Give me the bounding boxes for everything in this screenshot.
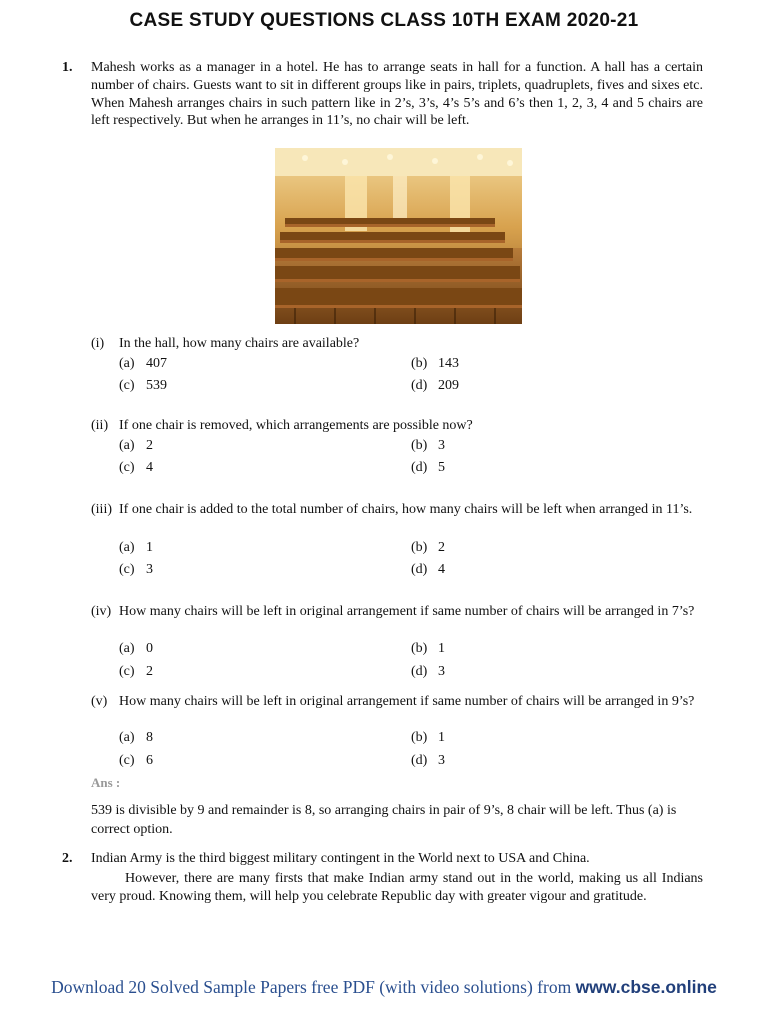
option-iv-a: (a) 0: [119, 641, 153, 656]
subquestion-text: If one chair is removed, which arrangements are possible now?: [119, 418, 473, 433]
subquestion-number: (ii): [91, 418, 109, 433]
subquestion-i: [91, 335, 703, 353]
option-v-a: (a) 8: [119, 730, 153, 745]
option-iii-a: (a) 1: [119, 540, 153, 555]
page-title: CASE STUDY QUESTIONS CLASS 10TH EXAM 2020-21: [129, 10, 639, 31]
option-i-a: (a) 407: [119, 356, 167, 371]
subquestion-number: (iv): [91, 604, 112, 619]
subquestion-text: If one chair is added to the total number of chairs, how many chairs will be left when arranged in 11’s.: [119, 502, 693, 517]
answer-text: 539 is divisible by 9 and remainder is 8, so arranging chairs in pair of 9’s, 8 chair will be left. Thus (a) is correct option.: [91, 803, 677, 837]
option-ii-b: (b) 3: [411, 438, 445, 453]
option-v-c: (c) 6: [119, 753, 153, 768]
option-i-d: (d) 209: [411, 378, 459, 393]
option-i-c: (c) 539: [119, 378, 167, 393]
option-iii-c: (c) 3: [119, 562, 153, 577]
subquestion-iv: [91, 603, 703, 621]
option-iv-d: (d) 3: [411, 664, 445, 679]
footer-site-link[interactable]: www.cbse.online: [575, 977, 717, 997]
subquestion-v: [91, 693, 703, 711]
hall-chairs-photo: [275, 148, 522, 324]
question-1-number: 1.: [62, 60, 73, 75]
answer-label: Ans :: [91, 775, 121, 790]
footer-text: Download 20 Solved Sample Papers free PDF (with video solutions) from: [51, 977, 576, 997]
option-iv-c: (c) 2: [119, 664, 153, 679]
question-2-number: 2.: [62, 851, 73, 866]
subquestion-number: (i): [91, 336, 105, 351]
option-v-b: (b) 1: [411, 730, 445, 745]
option-ii-c: (c) 4: [119, 460, 153, 475]
subquestion-number: (v): [91, 694, 108, 709]
subquestion-number: (iii): [91, 502, 112, 517]
subquestion-ii: [91, 417, 703, 435]
question-2-paragraph: However, there are many firsts that make Indian army stand out in the world, making us all Indians very proud. Knowing them, will help you celebrate Republic day with greater vigour and gratitude.: [91, 871, 703, 904]
option-iii-d: (d) 4: [411, 562, 445, 577]
option-iv-b: (b) 1: [411, 641, 445, 656]
subquestion-text: How many chairs will be left in original arrangement if same number of chairs will be arranged in 9’s?: [119, 694, 695, 709]
subquestion-text: How many chairs will be left in original arrangement if same number of chairs will be arranged in 7’s?: [119, 604, 695, 619]
option-iii-b: (b) 2: [411, 540, 445, 555]
option-i-b: (b) 143: [411, 356, 459, 371]
download-footer: [0, 977, 768, 998]
question-2-intro: Indian Army is the third biggest military contingent in the World next to USA and China.: [91, 851, 590, 866]
option-ii-d: (d) 5: [411, 460, 445, 475]
option-ii-a: (a) 2: [119, 438, 153, 453]
option-v-d: (d) 3: [411, 753, 445, 768]
subquestion-iii: [91, 501, 703, 519]
subquestion-text: In the hall, how many chairs are available?: [119, 336, 360, 351]
question-1-text: Mahesh works as a manager in a hotel. He has to arrange seats in hall for a function. A hall has a certain number of chairs. Guests want to sit in different groups like in pairs, triplets, quadruplets, fives and sixes etc. When Mahesh arranges chairs in such pattern like in 2’s, 3’s, 4’s 5’s and 6’s then 1, 2, 3, 4 and 5 chairs are left respectively. But when he arranges in 11’s, no chair will be left.: [91, 60, 703, 129]
